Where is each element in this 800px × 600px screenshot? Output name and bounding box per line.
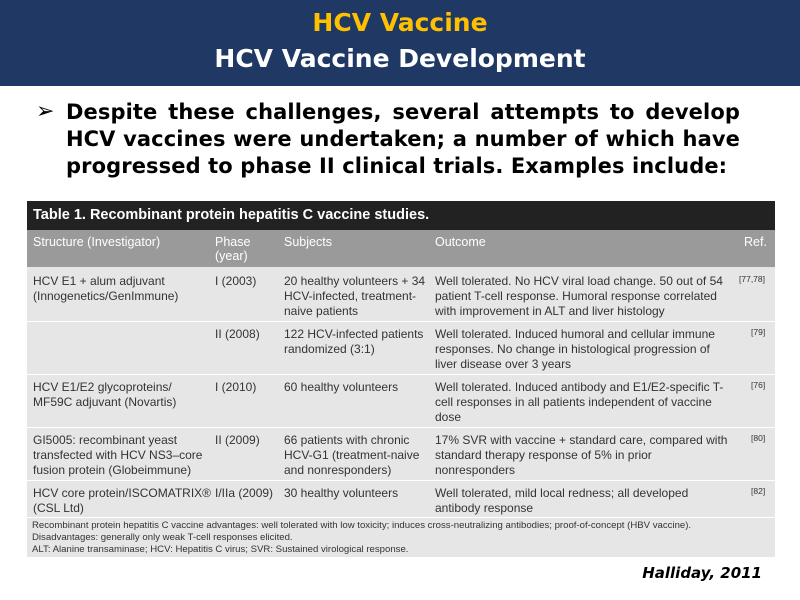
row-divider bbox=[27, 517, 775, 518]
column-header-ref: Ref. bbox=[744, 235, 767, 249]
cell-ref: [79] bbox=[751, 327, 766, 337]
column-header-subjects: Subjects bbox=[284, 235, 332, 249]
cell-subjects: 60 healthy volunteers bbox=[284, 380, 399, 394]
slide-title: HCV Vaccine bbox=[312, 8, 488, 37]
cell-ref: [76] bbox=[751, 380, 766, 390]
cell-outcome: Well tolerated. Induced humoral and cellular immune responses. No change in histological progression of liver disease over 3 years bbox=[435, 327, 715, 371]
table-footnote: Disadvantages: generally only weak T-cell responses elicited. bbox=[32, 532, 293, 543]
cell-outcome: Well tolerated, mild local redness; all developed antibody response bbox=[435, 486, 689, 515]
column-header-phase: Phase (year) bbox=[215, 235, 251, 263]
cell-subjects: 20 healthy volunteers + 34 HCV-infected, treatment-naive patients bbox=[284, 274, 426, 318]
cell-subjects: 122 HCV-infected patients randomized (3:1) bbox=[284, 327, 424, 356]
slide-header bbox=[0, 0, 800, 86]
table-footnote: Recombinant protein hepatitis C vaccine advantages: well tolerated with low toxicity; induces cross-neutralizing antibodies; proof-of-concept (HBV vaccine). bbox=[32, 520, 692, 531]
cell-structure: HCV E1 + alum adjuvant (Innogenetics/GenImmune) bbox=[33, 274, 179, 303]
cell-structure: GI5005: recombinant yeast transfected with HCV NS3–core fusion protein (Globeimmune) bbox=[33, 433, 203, 477]
cell-phase: I (2010) bbox=[215, 380, 257, 394]
cell-structure: HCV E1/E2 glycoproteins/ MF59C adjuvant (Novartis) bbox=[33, 380, 177, 409]
row-divider bbox=[27, 321, 775, 322]
cell-outcome: 17% SVR with vaccine + standard care, compared with standard therapy response of 5% in prior nonresponders bbox=[435, 433, 728, 477]
slide-subtitle: HCV Vaccine Development bbox=[214, 44, 586, 73]
cell-phase: II (2008) bbox=[215, 327, 260, 341]
cell-ref: [82] bbox=[751, 486, 766, 496]
cell-structure: HCV core protein/ISCOMATRIX® (CSL Ltd) bbox=[33, 486, 211, 515]
cell-subjects: 66 patients with chronic HCV-G1 (treatment-naive and nonresponders) bbox=[284, 433, 420, 477]
column-header-outcome: Outcome bbox=[435, 235, 486, 249]
cell-phase: I/IIa (2009) bbox=[215, 486, 274, 500]
citation: Halliday, 2011 bbox=[642, 564, 762, 582]
row-divider bbox=[27, 374, 775, 375]
cell-ref: [80] bbox=[751, 433, 766, 443]
cell-outcome: Well tolerated. Induced antibody and E1/E2-specific T-cell responses in all patients independent of vaccine dose bbox=[435, 380, 724, 424]
row-divider bbox=[27, 427, 775, 428]
table-title: Table 1. Recombinant protein hepatitis C vaccine studies. bbox=[27, 201, 775, 230]
row-divider bbox=[27, 480, 775, 481]
vaccine-studies-table bbox=[27, 201, 775, 557]
cell-phase: I (2003) bbox=[215, 274, 257, 288]
bullet-text: Despite these challenges, several attempts to develop HCV vaccines were undertaken; a number of which have progressed to phase II clinical trials. Examples include: bbox=[66, 100, 740, 178]
cell-outcome: Well tolerated. No HCV viral load change. 50 out of 54 patient T-cell response. Humoral response correlated with improvement in ALT and liver histology bbox=[435, 274, 723, 318]
table-header-row bbox=[27, 230, 775, 267]
table-footnote: ALT: Alanine transaminase; HCV: Hepatitis C virus; SVR: Sustained virological response. bbox=[32, 544, 409, 555]
bullet-point bbox=[36, 99, 740, 180]
cell-ref: [77,78] bbox=[739, 274, 765, 284]
arrow-bullet-icon: ➢ bbox=[36, 99, 55, 124]
cell-subjects: 30 healthy volunteers bbox=[284, 486, 399, 500]
column-header-structure: Structure (Investigator) bbox=[33, 235, 161, 249]
cell-phase: II (2009) bbox=[215, 433, 260, 447]
